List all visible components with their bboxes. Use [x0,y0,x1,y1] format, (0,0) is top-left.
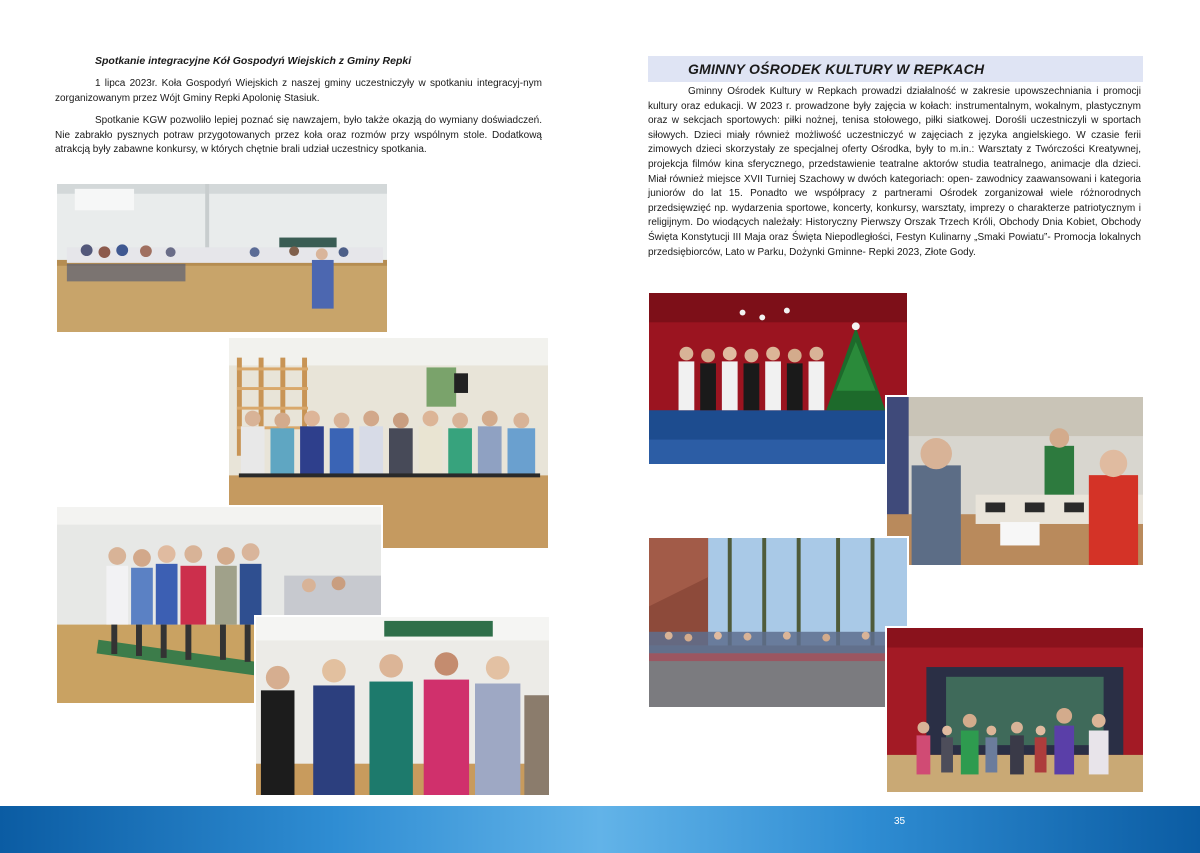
left-heading: Spotkanie integracyjne Kół Gospodyń Wiejskich z Gminy Repki [95,55,412,67]
right-paragraph: Gminny Ośrodek Kultury w Repkach prowadzi działalność w zakresie upowszechniania i promocji kultury oraz edukacji. W 2023 r. prowadzone były zajęcia w kołach: instrumentalnym, wokalnym, plastycznym oraz w sekcjach sportowych: piłki nożnej, tenisa stołowego, piłki siatkowej. Dorośli uczestniczyli w sportach siłowych. Dzieci miały również możliwość uczestniczyć w zajęciach z języka angielskiego. W czasie ferii zimowych dzieci skorzystały ze specjalnej oferty Ośrodka, były to m.in.: Warsztaty z Twórczości Kreatywnej, projekcja filmów kina sferycznego, przedstawienie teatralne aktorów studia teatralnego, animacje dla dzieci. Miał również miejsce XVII Turniej Szachowy w dwóch kategoriach: open- zawodnicy zaawansowani i kategoria juniorów do lat 15. Ponadto we współpracy z partnerami Ośrodek zorganizował wiele różnorodnych przedsięwzięć np. wydarzenia sportowe, koncerty, konkursy, warsztaty, imprezy o charakterze patriotycznym i religijnym. Do wiodących należały: Historyczny Pierwszy Orszak Trzech Króli, Obchody Dnia Kobiet, Obchody Święta Konstytucji III Maja oraz Święta Niepodległości, Festyn Kulinarny „Smaki Powiatu”- Promocja lokalnych przedsiębiorców, Lato w Parku, Dożynki Gminne- Repki 2023, Złote Gody. [648,86,1141,258]
left-page [0,0,600,806]
left-paragraph-2: Spotkanie KGW pozwoliło lepiej poznać się nawzajem, było także okazją do wymiany doświadczeń. Nie zabrakło pysznych potraw przygotowanych przez koła oraz rozmów przy wspólnym stole. Dodatkową atrakcją były zabawne konkursy, w których chętnie brali udział uczestnicy spotkania. [55,115,542,156]
page-number-right: 35 [894,816,906,827]
section-title-banner [648,56,1143,82]
right-body [648,85,1141,260]
photo-gym-hall-tables [55,182,389,334]
section-title: GMINNY OŚRODEK KULTURY W REPKACH [688,61,985,77]
left-paragraph-1: 1 lipca 2023r. Koła Gospodyń Wiejskich z naszej gminy uczestniczyły w spotkaniu integracyj-nym zorganizowanym przez Wójt Gminy Repki Apolonię Stasiuk. [55,78,542,104]
photo-christmas-concert [647,291,909,466]
left-body [55,77,542,166]
photo-women-dancing [254,615,551,797]
photo-street-parade [647,536,909,709]
photo-children-theater [885,626,1145,794]
footer-bar [0,806,1200,853]
photo-chess-tournament [885,395,1145,567]
